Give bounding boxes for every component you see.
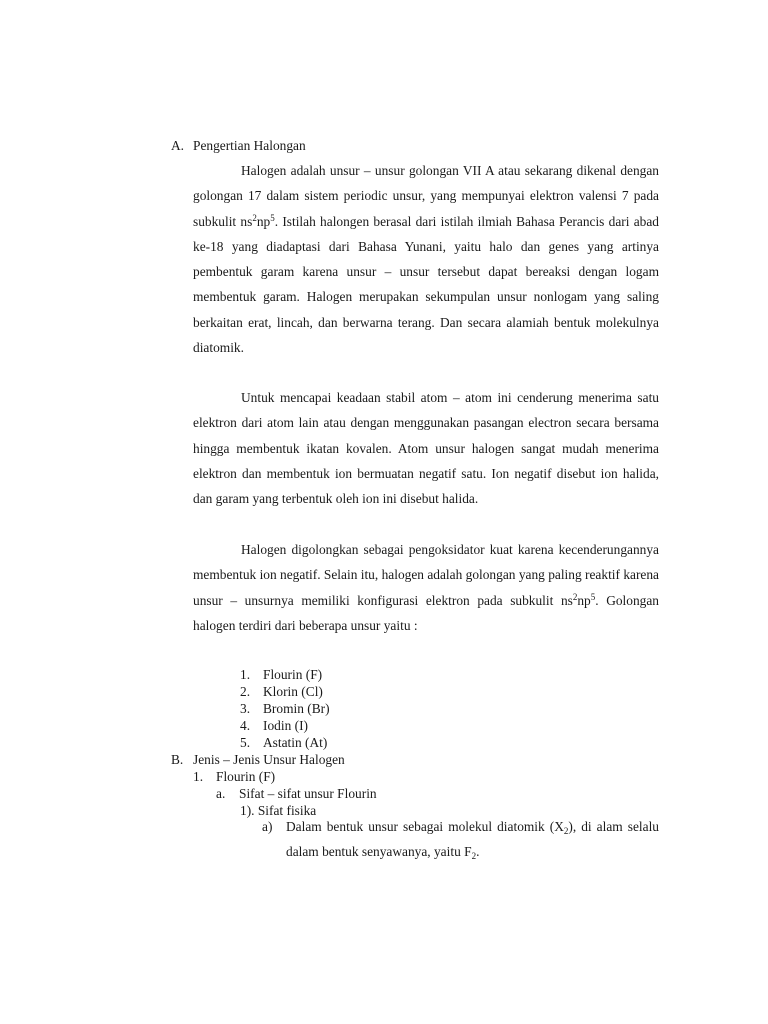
section-a-title: Pengertian Halongan xyxy=(193,138,306,153)
sub-item-a-label: Sifat – sifat unsur Flourin xyxy=(239,786,377,801)
list-item-number: 3. xyxy=(240,701,251,716)
list-item-number: 4. xyxy=(240,718,251,733)
section-b-item-1-number: 1. xyxy=(193,769,204,784)
paragraph-3-sup-b: 5 xyxy=(590,591,596,602)
paragraph-2-text: Untuk mencapai keadaan stabil atom – atom ini cenderung menerima satu elektron dari atom lain atau dengan menggunakan pasangan electron secara bersama hingga membentuk ikatan kovalen. Atom unsur halogen sangat mudah menerima elektron dan membentuk ion bermuatan negatif satu. Ion negatif disebut ion halida, dan garam yang terbentuk oleh ion ini disebut halida. xyxy=(193,390,659,507)
paragraph-1-text-c: . Istilah halongen berasal dari istilah ilmiah Bahasa Perancis dari abad ke-18 yang diadaptasi dari Bahasa Yunani, yaitu halo dan genes yang artinya pembentuk garam karena unsur – unsur tersebut dapat bereaksi dengan logam membentuk garam. Halogen merupakan sekumpulan unsur nonlogam yang saling berkaitan erat, lincah, dan berwarna terang. Dan secara alamiah bentuk molekulnya diatomik. xyxy=(193,213,659,356)
sub-item-a-number: a. xyxy=(216,786,226,801)
list-item xyxy=(240,717,308,734)
list-item xyxy=(240,734,327,751)
section-b-letter: B. xyxy=(171,752,184,767)
sub-item-a2-text-b: ), di alam selalu dalam bentuk senyawanya, yaitu F xyxy=(286,819,659,860)
paragraph-3-text-b: np xyxy=(577,592,591,608)
sub-item-a2-number: a) xyxy=(262,819,273,834)
list-item-number: 2. xyxy=(240,684,251,699)
section-b-heading xyxy=(171,751,345,768)
list-item-number: 5. xyxy=(240,735,251,750)
paragraph-1-sup-a: 2 xyxy=(252,212,257,223)
sub-item-a2-marker xyxy=(262,819,272,835)
list-item-label: Astatin (At) xyxy=(263,735,328,750)
list-item-label: Klorin (Cl) xyxy=(263,684,323,699)
sub-item-physical-label: 1). Sifat fisika xyxy=(240,803,317,818)
list-item xyxy=(240,683,323,700)
list-item-label: Bromin (Br) xyxy=(263,701,330,716)
list-item xyxy=(240,700,330,717)
section-b-item-1 xyxy=(193,768,275,785)
list-item-number: 1. xyxy=(240,667,251,682)
sub-item-a xyxy=(216,785,377,802)
list-item-label: Iodin (I) xyxy=(263,718,308,733)
sub-item-a2-sub-b: 2 xyxy=(471,851,477,862)
list-item xyxy=(240,666,322,683)
section-a-letter: A. xyxy=(171,138,185,153)
sub-item-a2-sub-a: 2 xyxy=(563,826,569,836)
paragraph-2 xyxy=(193,385,659,511)
sub-item-a2-text-a: Dalam bentuk unsur sebagai molekul diatomik (X xyxy=(286,819,564,834)
section-a-heading xyxy=(171,138,306,154)
paragraph-1-text-b: np xyxy=(256,213,271,229)
paragraph-3 xyxy=(193,537,659,638)
paragraph-3-text-a: Halogen digolongkan sebagai pengoksidator kuat karena kecenderungannya membentuk ion negatif. Selain itu, halogen adalah golongan yang paling reaktif karena unsur – unsurnya memiliki konfigurasi elektron pada subkulit ns xyxy=(193,542,659,608)
sub-item-a2-text-c: . xyxy=(476,844,480,860)
paragraph-3-sup-a: 2 xyxy=(572,591,578,602)
section-b-title: Jenis – Jenis Unsur Halogen xyxy=(193,752,345,767)
paragraph-1 xyxy=(193,158,659,360)
section-b-item-1-label: Flourin (F) xyxy=(216,769,276,784)
paragraph-1-sup-b: 5 xyxy=(270,212,275,223)
sub-item-a2-text xyxy=(286,814,659,865)
list-item-label: Flourin (F) xyxy=(263,667,323,682)
paragraph-3-text-c: . Golongan halogen terdiri dari beberapa unsur yaitu : xyxy=(193,592,660,633)
paragraph-1-text-a: Halogen adalah unsur – unsur golongan VII A atau sekarang dikenal dengan golongan 17 dalam sistem periodic unsur, yang mempunyai elektron valensi 7 pada subkulit ns xyxy=(193,163,659,229)
